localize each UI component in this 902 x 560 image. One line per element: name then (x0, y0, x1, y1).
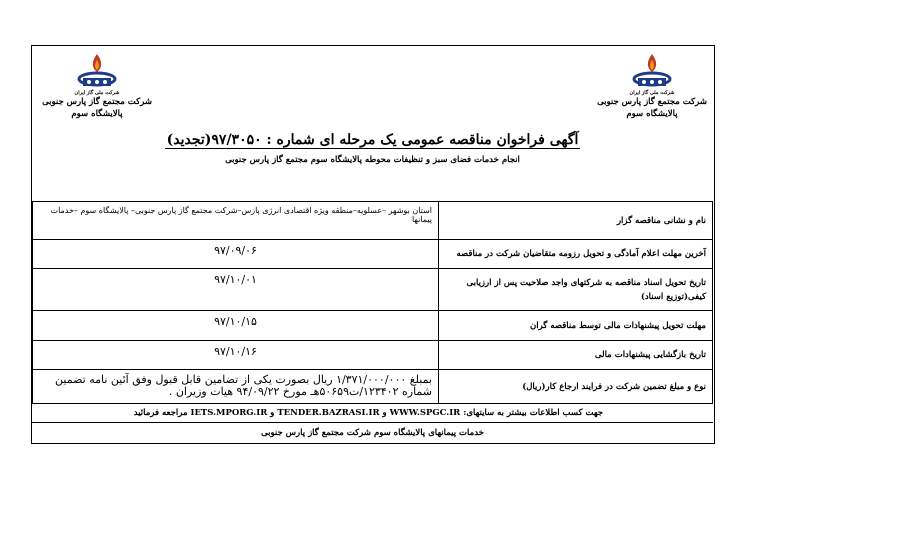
financial-bid-deadline-value: ۹۷/۱۰/۱۵ (33, 311, 439, 341)
company-logo-left (42, 52, 152, 120)
refinery-name-right: پالایشگاه سوم (626, 109, 678, 119)
table-row (33, 202, 713, 240)
tenderer-address-value: استان بوشهر –عسلویه–منطقه ویژه اقتصادی انرژی پارس–شرکت مجتمع گاز پارس جنوبی– پالایشگاه سوم –خدمات پیمانها (33, 202, 439, 240)
tenderer-address-label: نام و نشانی مناقصه گزار (439, 202, 713, 240)
logo-caption-right: شرکت ملی گاز ایران (629, 90, 675, 96)
guarantee-label: نوع و مبلغ تضمین شرکت در فرایند ارجاع کار(ریال) (439, 370, 713, 404)
company-logo-right (597, 52, 707, 120)
company-name-left: شرکت مجتمع گاز پارس جنوبی (42, 97, 152, 107)
notice-header (32, 46, 713, 202)
table-row (33, 370, 713, 404)
guarantee-value: بمبلغ ۱/۳۷۱/۰۰۰/۰۰۰ ریال بصورت یکی از تضامین قابل قبول وفق آئین نامه تضمین شماره ۱۲۳۴۰۲/ت۵۰۶۵۹هـ مورخ ۹۴/۰۹/۲۲ هیات وزیران . (33, 370, 439, 404)
table-row (33, 240, 713, 269)
document-delivery-value: ۹۷/۱۰/۰۱ (33, 269, 439, 311)
refinery-name-left: پالایشگاه سوم (71, 109, 123, 119)
tender-details-table (32, 201, 713, 404)
bid-opening-label: تاریخ بازگشایی پیشنهادات مالی (439, 341, 713, 370)
application-deadline-label: آخرین مهلت اعلام آمادگی و تحویل رزومه متقاضیان شرکت در مناقصه (439, 240, 713, 269)
nigc-flame-logo-icon (75, 52, 119, 92)
table-row (33, 269, 713, 311)
table-row (33, 341, 713, 370)
tender-notice (31, 45, 715, 444)
notice-title: آگهی فراخوان مناقصه عمومی یک مرحله ای شماره : ۹۷/۳۰۵۰(تجدید) (166, 132, 579, 148)
notice-signature: خدمات پیمانهای پالایشگاه سوم شرکت مجتمع گاز پارس جنوبی (261, 428, 484, 438)
application-deadline-value: ۹۷/۰۹/۰۶ (33, 240, 439, 269)
table-row (33, 311, 713, 341)
bid-opening-value: ۹۷/۱۰/۱۶ (33, 341, 439, 370)
document-delivery-label: تاریخ تحویل اسناد مناقصه به شرکتهای واجد صلاحیت پس از ارزیابی کیفی(توزیع اسناد) (439, 269, 713, 311)
company-name-right: شرکت مجتمع گاز پارس جنوبی (597, 97, 707, 107)
more-info-line: جهت کسب اطلاعات بیشتر به سایتهای: WWW.SPGC.IR و TENDER.BAZRASI.IR و IETS.MPORG.IR مراجعه فرمائید (32, 403, 713, 423)
financial-bid-deadline-label: مهلت تحویل پیشنهادات مالی توسط مناقصه گران (439, 311, 713, 341)
logo-caption-left: شرکت ملی گاز ایران (74, 90, 120, 96)
notice-subtitle: انجام خدمات فضای سبز و تنظیفات محوطه پالایشگاه سوم مجتمع گاز پارس جنوبی (225, 155, 520, 165)
nigc-flame-logo-icon (630, 52, 674, 92)
